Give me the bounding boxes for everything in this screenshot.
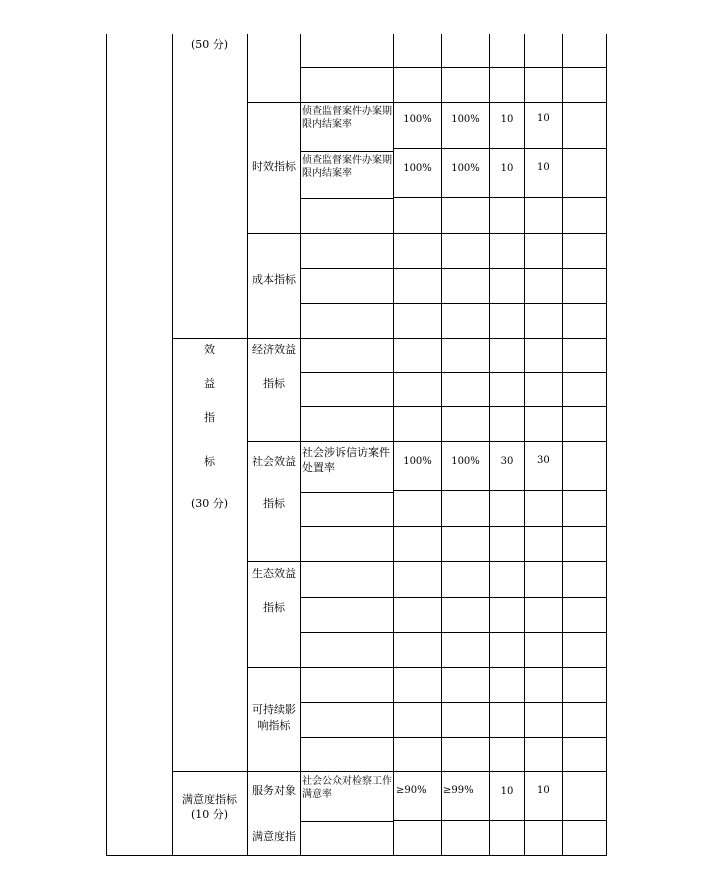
actual-cell: ≥99%	[443, 785, 474, 796]
hline	[172, 338, 607, 339]
target-cell: 100%	[403, 455, 432, 467]
hline	[393, 820, 607, 821]
hline	[247, 233, 607, 234]
actual-cell: 100%	[451, 113, 480, 125]
benefit-char-1: 效	[204, 343, 215, 356]
hline	[300, 526, 607, 527]
sustain-label-1: 可持续影	[252, 703, 296, 716]
score-cell: 10	[537, 162, 550, 173]
satisfaction-score: (10 分)	[190, 808, 229, 821]
indicator-cell: 侦查监督案件办案期限内结案率	[302, 155, 392, 179]
actual-cell: 100%	[451, 162, 480, 174]
hline	[393, 197, 607, 198]
hline	[300, 702, 607, 703]
hline	[300, 597, 607, 598]
cost-label: 成本指标	[252, 273, 296, 286]
hline	[300, 492, 393, 493]
hline	[393, 148, 607, 149]
eco-label-1: 生态效益	[252, 567, 296, 580]
hline	[247, 667, 607, 668]
score-cell: 30	[537, 455, 550, 466]
benefit-char-3: 指	[204, 411, 215, 424]
satisfaction-title: 满意度指标	[182, 793, 237, 806]
social-label-1: 社会效益	[252, 455, 296, 468]
benefit-char-2: 益	[204, 377, 215, 390]
target-cell: 100%	[403, 162, 432, 174]
vline-right	[606, 34, 607, 856]
service-label-2: 满意度指	[252, 830, 296, 843]
eco-label-2: 指标	[263, 601, 285, 614]
hline	[300, 67, 607, 68]
hline	[300, 737, 607, 738]
actual-cell: 100%	[451, 455, 480, 467]
weight-cell: 10	[500, 113, 514, 125]
target-cell: ≥90%	[396, 785, 427, 796]
sustain-label-2: 响指标	[257, 719, 291, 732]
hline	[172, 771, 607, 772]
vline-left	[106, 34, 107, 856]
hline	[300, 821, 393, 822]
social-label-2: 指标	[263, 497, 285, 510]
weight-cell: 10	[500, 785, 514, 797]
benefit-score-label: (30 分)	[190, 497, 229, 510]
hline	[300, 151, 393, 152]
hline	[300, 632, 607, 633]
hline	[393, 490, 607, 491]
indicator-cell: 社会涉诉信访案件处置率	[302, 446, 390, 474]
score-cell: 10	[537, 785, 550, 796]
weight-cell: 30	[500, 455, 514, 467]
timeliness-label: 时效指标	[252, 160, 296, 173]
vline-col1	[172, 34, 173, 856]
hline	[300, 406, 607, 407]
indicator-cell: 侦查监督案件办案期限内结案率	[302, 106, 392, 130]
hline	[300, 372, 607, 373]
hline	[247, 561, 607, 562]
indicator-cell: 社会公众对检察工作满意率	[302, 776, 392, 800]
hline-bottom	[106, 855, 607, 856]
hline	[300, 198, 393, 199]
economic-label-1: 经济效益	[252, 343, 296, 356]
economic-label-2: 指标	[263, 377, 285, 390]
vline-col3	[300, 34, 301, 856]
benefit-char-4: 标	[204, 455, 215, 468]
service-label-1: 服务对象	[252, 784, 296, 797]
hline	[300, 268, 607, 269]
output-score-label: (50 分)	[190, 38, 229, 51]
hline	[300, 303, 607, 304]
score-cell: 10	[537, 113, 550, 124]
vline-col7	[524, 34, 525, 856]
vline-col8	[562, 34, 563, 856]
weight-cell: 10	[500, 162, 514, 174]
target-cell: 100%	[403, 113, 432, 125]
